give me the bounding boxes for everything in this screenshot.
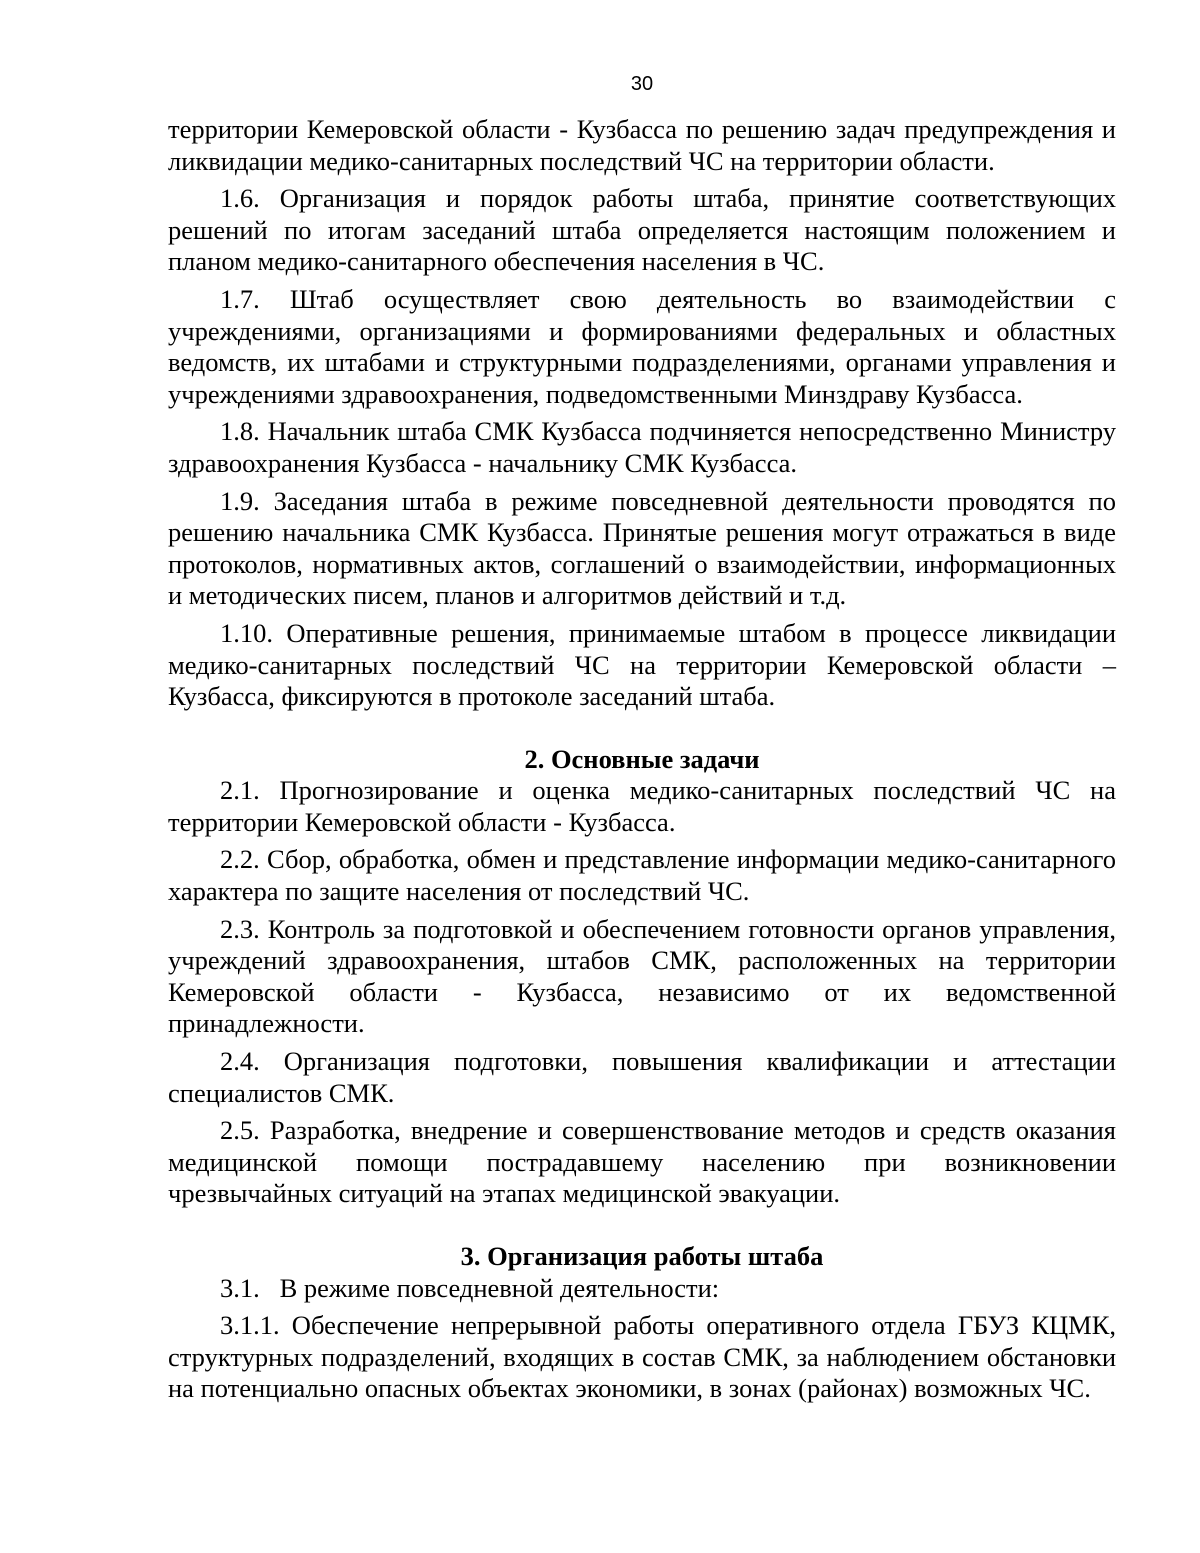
paragraph-1-9: 1.9. Заседания штаба в режиме повседневной деятельности проводятся по решению начальника СМК Кузбасса. Принятые решения могут отражаться в виде протоколов, нормативных актов, соглашений о взаимодействии, информационных и методических писем, планов и алгоритмов действий и т.д. <box>168 485 1116 611</box>
paragraph-2-4: 2.4. Организация подготовки, повышения квалификации и аттестации специалистов СМК. <box>168 1046 1116 1108</box>
paragraph-1-8: 1.8. Начальник штаба СМК Кузбасса подчиняется непосредственно Министру здравоохранения Кузбасса - начальнику СМК Кузбасса. <box>168 416 1116 478</box>
paragraph-2-5: 2.5. Разработка, внедрение и совершенствование методов и средств оказания медицинской помощи пострадавшему населению при возникновении чрезвычайных ситуаций на этапах медицинской эвакуации. <box>168 1115 1116 1209</box>
paragraph-3-1: 3.1. В режиме повседневной деятельности: <box>220 1272 720 1303</box>
page-number: 30 <box>630 73 654 95</box>
document-body <box>168 114 1116 1405</box>
paragraph-2-1: 2.1. Прогнозирование и оценка медико-санитарных последствий ЧС на территории Кемеровской области - Кузбасса. <box>168 775 1116 837</box>
intro-paragraph: территории Кемеровской области - Кузбасса по решению задач предупреждения и ликвидации медико-санитарных последствий ЧС на территории области. <box>168 114 1116 176</box>
section-3-heading: 3. Организация работы штаба <box>460 1241 824 1271</box>
paragraph-2-2: 2.2. Сбор, обработка, обмен и представление информации медико-санитарного характера по защите населения от последствий ЧС. <box>168 844 1116 907</box>
paragraph-1-6: 1.6. Организация и порядок работы штаба, принятие соответствующих решений по итогам заседаний штаба определяется настоящим положением и планом медико-санитарного обеспечения населения в ЧС. <box>168 183 1116 277</box>
section-2-heading: 2. Основные задачи <box>524 743 760 774</box>
paragraph-2-3: 2.3. Контроль за подготовкой и обеспечением готовности органов управления, учреждений здравоохранения, штабов СМК, расположенных на территории Кемеровской области - Кузбасса, независимо от их ведомственной принадлежности. <box>168 913 1116 1039</box>
paragraph-3-1-1: 3.1.1. Обеспечение непрерывной работы оперативного отдела ГБУЗ КЦМК, структурных подразделений, входящих в состав СМК, за наблюдением обстановки на потенциально опасных объектах экономики, в зонах (районах) возможных ЧС. <box>168 1310 1116 1404</box>
paragraph-1-10: 1.10. Оперативные решения, принимаемые штабом в процессе ликвидации медико-санитарных последствий ЧС на территории Кемеровской области – Кузбасса, фиксируются в протоколе заседаний штаба. <box>168 617 1116 712</box>
paragraph-1-7: 1.7. Штаб осуществляет свою деятельность во взаимодействии с учреждениями, организациями и формированиями федеральных и областных ведомств, их штабами и структурными подразделениями, органами управления и учреждениями здравоохранения, подведомственными Минздраву Кузбасса. <box>168 283 1116 409</box>
